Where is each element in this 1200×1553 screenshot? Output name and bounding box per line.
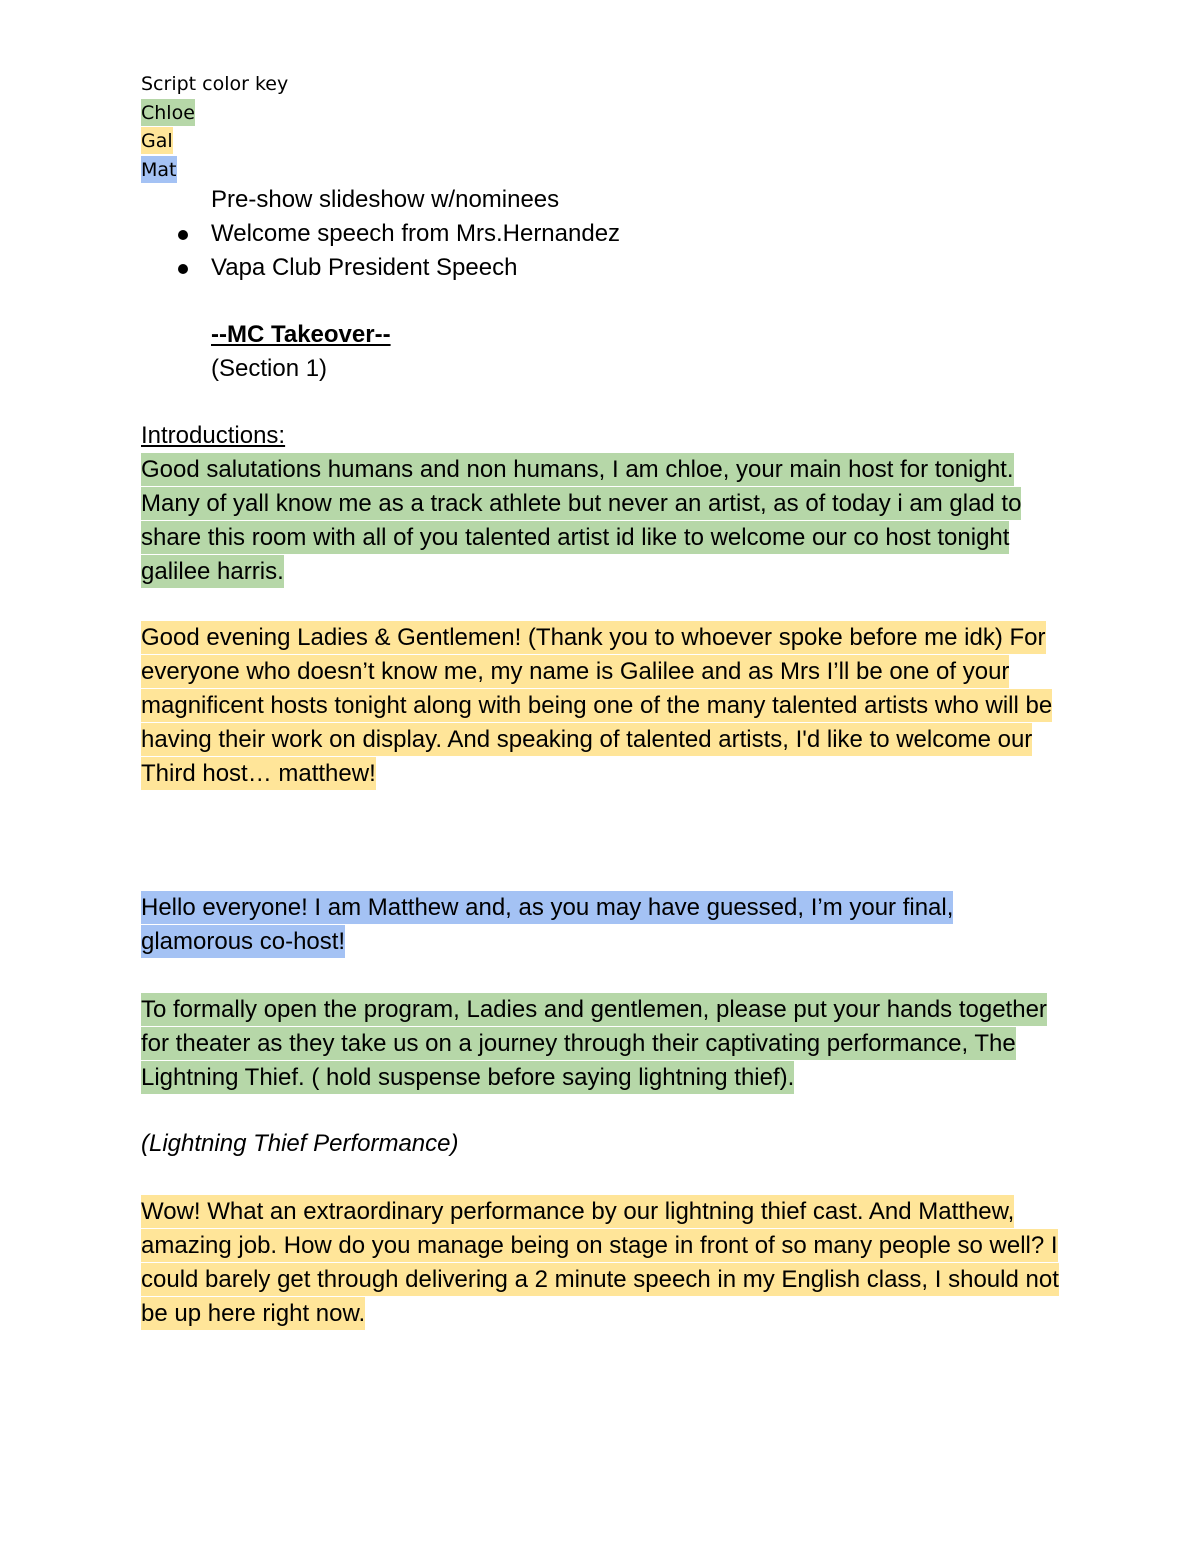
agenda-bullet-label: Vapa Club President Speech bbox=[211, 254, 518, 281]
color-key-chloe bbox=[141, 99, 288, 128]
color-key-title: Script color key bbox=[141, 73, 289, 95]
section-heading: --MC Takeover-- bbox=[211, 321, 391, 348]
stage-direction: (Lightning Thief Performance) bbox=[141, 1130, 459, 1157]
color-key-mat-label: Mat bbox=[141, 156, 177, 183]
agenda-bullet-vapa bbox=[211, 251, 517, 285]
agenda-bullet-label: Welcome speech from Mrs.Hernandez bbox=[211, 220, 621, 247]
agenda-bullet-welcome bbox=[211, 217, 620, 251]
chloe-dialogue: To formally open the program, Ladies and gentlemen, please put your hands together for theater as they take us on a journey through their captivating performance, The Lightning Thief. ( hold suspense before saying lightning thief). bbox=[141, 993, 1047, 1094]
color-key-gal-label: Gal bbox=[141, 127, 173, 154]
bullet-dot-icon bbox=[178, 264, 188, 274]
script-line-chloe-2 bbox=[141, 993, 1071, 1095]
section-label: (Section 1) bbox=[211, 355, 328, 382]
mat-dialogue: Hello everyone! I am Matthew and, as you may have guessed, I’m your final, glamorous co-host! bbox=[141, 891, 953, 958]
script-line-mat-1 bbox=[141, 891, 1071, 959]
color-key-mat bbox=[141, 156, 288, 185]
color-key-gal bbox=[141, 127, 288, 156]
introductions-heading: Introductions: bbox=[141, 422, 286, 449]
bullet-dot-icon bbox=[178, 230, 188, 240]
script-color-key bbox=[141, 70, 288, 184]
gal-dialogue: Good evening Ladies & Gentlemen! (Thank you to whoever spoke before me idk) For everyone who doesn’t know me, my name is Galilee and as Mrs I’ll be one of your magnificent hosts tonight along with being one of the many talented artists who will be having their work on display. And speaking of talented artists, I'd like to welcome our Third host… matthew! bbox=[141, 621, 1052, 790]
chloe-dialogue: Good salutations humans and non humans, I am chloe, your main host for tonight. Many of yall know me as a track athlete but never an artist, as of today i am glad to share this room with all of you talented artist id like to welcome our co host tonight galilee harris. bbox=[141, 453, 1021, 588]
script-line-gal-2 bbox=[141, 1195, 1071, 1331]
script-line-gal-1 bbox=[141, 621, 1071, 791]
preshow-item: Pre-show slideshow w/nominees bbox=[211, 186, 560, 213]
color-key-chloe-label: Chloe bbox=[141, 99, 195, 126]
script-line-chloe-1 bbox=[141, 453, 1071, 589]
gal-dialogue: Wow! What an extraordinary performance by our lightning thief cast. And Matthew, amazing job. How do you manage being on stage in front of so many people so well? I could barely get through delivering a 2 minute speech in my English class, I should not be up here right now. bbox=[141, 1195, 1059, 1330]
